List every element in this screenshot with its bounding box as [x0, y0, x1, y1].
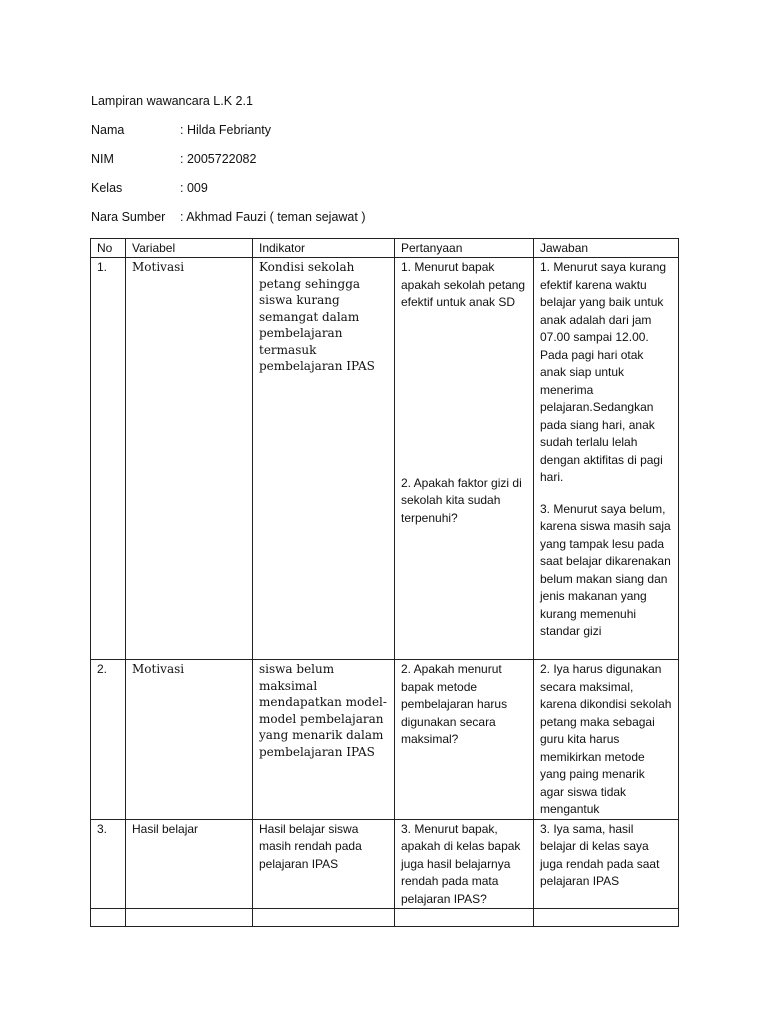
variabel-cell: Hasil belajar	[126, 819, 253, 909]
question-1: 1. Menurut bapak apakah sekolah petang efektif untuk anak SD	[401, 260, 526, 309]
table-row	[91, 660, 679, 820]
table-row	[91, 258, 679, 660]
empty-cell	[253, 909, 395, 927]
field-label: Nara Sumber	[91, 210, 166, 224]
jawaban-cell	[534, 258, 679, 660]
column-header-pertanyaan: Pertanyaan	[395, 239, 534, 258]
indikator-cell: Kondisi sekolah petang sehingga siswa kurang semangat dalam pembelajaran termasuk pembelajaran IPAS	[253, 258, 395, 660]
variabel-cell: Motivasi	[126, 258, 253, 660]
field-label: Nama	[91, 123, 125, 137]
field-value: : 009	[180, 181, 208, 195]
row-number: 2.	[91, 660, 126, 820]
empty-cell	[91, 909, 126, 927]
jawaban-cell: 2. Iya harus digunakan secara maksimal, karena dikondisi sekolah petang maka sebagai guru kita harus memikirkan metode yang paing menarik agar siswa tidak mengantuk	[534, 660, 679, 820]
answer-2: 3. Menurut saya belum, karena siswa masih saja yang tampak lesu pada saat belajar dikarenakan belum makan siang dan jenis makanan yang kurang memenuhi standar gizi	[540, 501, 671, 638]
column-header-indikator: Indikator	[253, 239, 395, 258]
interview-table	[90, 238, 679, 927]
jawaban-cell: 3. Iya sama, hasil belajar di kelas saya juga rendah pada saat pelajaran IPAS	[534, 819, 679, 909]
indikator-cell: Hasil belajar siswa masih rendah pada pelajaran IPAS	[253, 819, 395, 909]
table-header-row	[91, 239, 679, 258]
pertanyaan-cell: 3. Menurut bapak, apakah di kelas bapak juga hasil belajarnya rendah pada mata pelajaran IPAS?	[395, 819, 534, 909]
field-value: : Hilda Febrianty	[180, 123, 272, 137]
empty-cell	[126, 909, 253, 927]
row-number: 1.	[91, 258, 126, 660]
empty-cell	[395, 909, 534, 927]
empty-cell	[534, 909, 679, 927]
field-nama	[91, 123, 271, 137]
field-label: NIM	[91, 152, 114, 166]
pertanyaan-cell: 2. Apakah menurut bapak metode pembelajaran harus digunakan secara maksimal?	[395, 660, 534, 820]
field-value: : Akhmad Fauzi ( teman sejawat )	[180, 210, 366, 224]
column-header-jawaban: Jawaban	[534, 239, 679, 258]
indikator-cell: siswa belum maksimal mendapatkan model-model pembelajaran yang menarik dalam pembelajaran IPAS	[253, 660, 395, 820]
field-value: : 2005722082	[180, 152, 257, 166]
pertanyaan-cell	[395, 258, 534, 660]
field-label: Kelas	[91, 181, 123, 195]
variabel-cell: Motivasi	[126, 660, 253, 820]
column-header-variabel: Variabel	[126, 239, 253, 258]
field-nim	[91, 152, 256, 166]
table-row	[91, 819, 679, 909]
field-nara-sumber	[91, 210, 366, 224]
document-title: Lampiran wawancara L.K 2.1	[91, 94, 253, 108]
field-kelas	[91, 181, 208, 195]
table-row-empty	[91, 909, 679, 927]
answer-1: 1. Menurut saya kurang efektif karena waktu belajar yang baik untuk anak adalah dari jam 07.00 sampai 12.00. Pada pagi hari otak anak siap untuk menerima pelajaran.Sedangkan pada siang hari, anak sudah terlalu lelah dengan aktifitas di pagi hari.	[540, 260, 667, 484]
column-header-no: No	[91, 239, 126, 258]
question-2: 2. Apakah faktor gizi di sekolah kita sudah terpenuhi?	[401, 475, 522, 525]
row-number: 3.	[91, 819, 126, 909]
